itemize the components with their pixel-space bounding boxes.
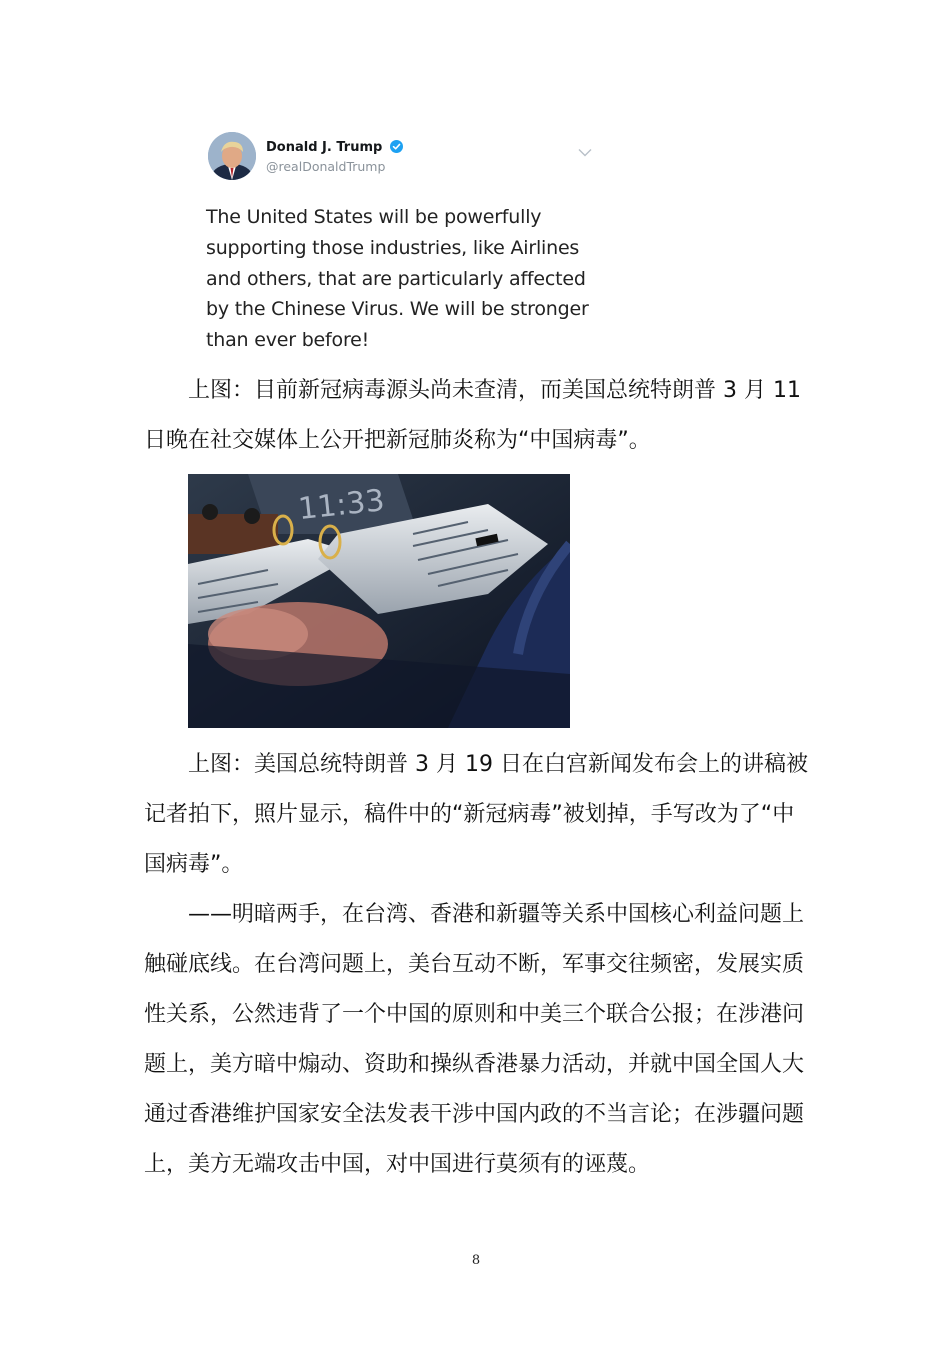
- clock-readout: 11:33: [296, 483, 387, 528]
- chevron-down-icon[interactable]: [578, 142, 592, 161]
- tweet-handle[interactable]: @realDonaldTrump: [266, 159, 386, 174]
- caption-tweet: 上图：目前新冠病毒源头尚未查清，而美国总统特朗普 3 月 11 日晚在社交媒体上公开把新冠肺炎称为“中国病毒”。: [144, 378, 801, 453]
- tweet-text: The United States will be powerfully supporting those industries, like Airlines and others, that are particularly affected by the Chinese Virus. We will be stronger than ever before!: [206, 206, 589, 352]
- tweet-header: [206, 128, 604, 186]
- caption-photo: 上图：美国总统特朗普 3 月 19 日在白宫新闻发布会上的讲稿被记者拍下，照片显示，稿件中的“新冠病毒”被划掉，手写改为了“中国病毒”。: [144, 752, 808, 877]
- body-paragraph: ——明暗两手，在台湾、香港和新疆等关系中国核心利益问题上触碰底线。在台湾问题上，美台互动不断，军事交往频密，发展实质性关系，公然违背了一个中国的原则和中美三个联合公报；在涉港问题上，美方暗中煽动、资助和操纵香港暴力活动，并就中国全国人大通过香港维护国家安全法发表干涉中国内政的不当言论；在涉疆问题上，美方无端攻击中国，对中国进行莫须有的诬蔑。: [144, 902, 805, 1177]
- avatar[interactable]: [208, 132, 256, 180]
- author-name-text: Donald J. Trump: [266, 140, 383, 155]
- page-number: 8: [471, 1253, 481, 1268]
- verified-badge-icon: [390, 140, 403, 157]
- tweet-card: [206, 128, 604, 352]
- speech-manuscript-photo: [188, 474, 570, 728]
- tweet-author-name[interactable]: [266, 140, 403, 157]
